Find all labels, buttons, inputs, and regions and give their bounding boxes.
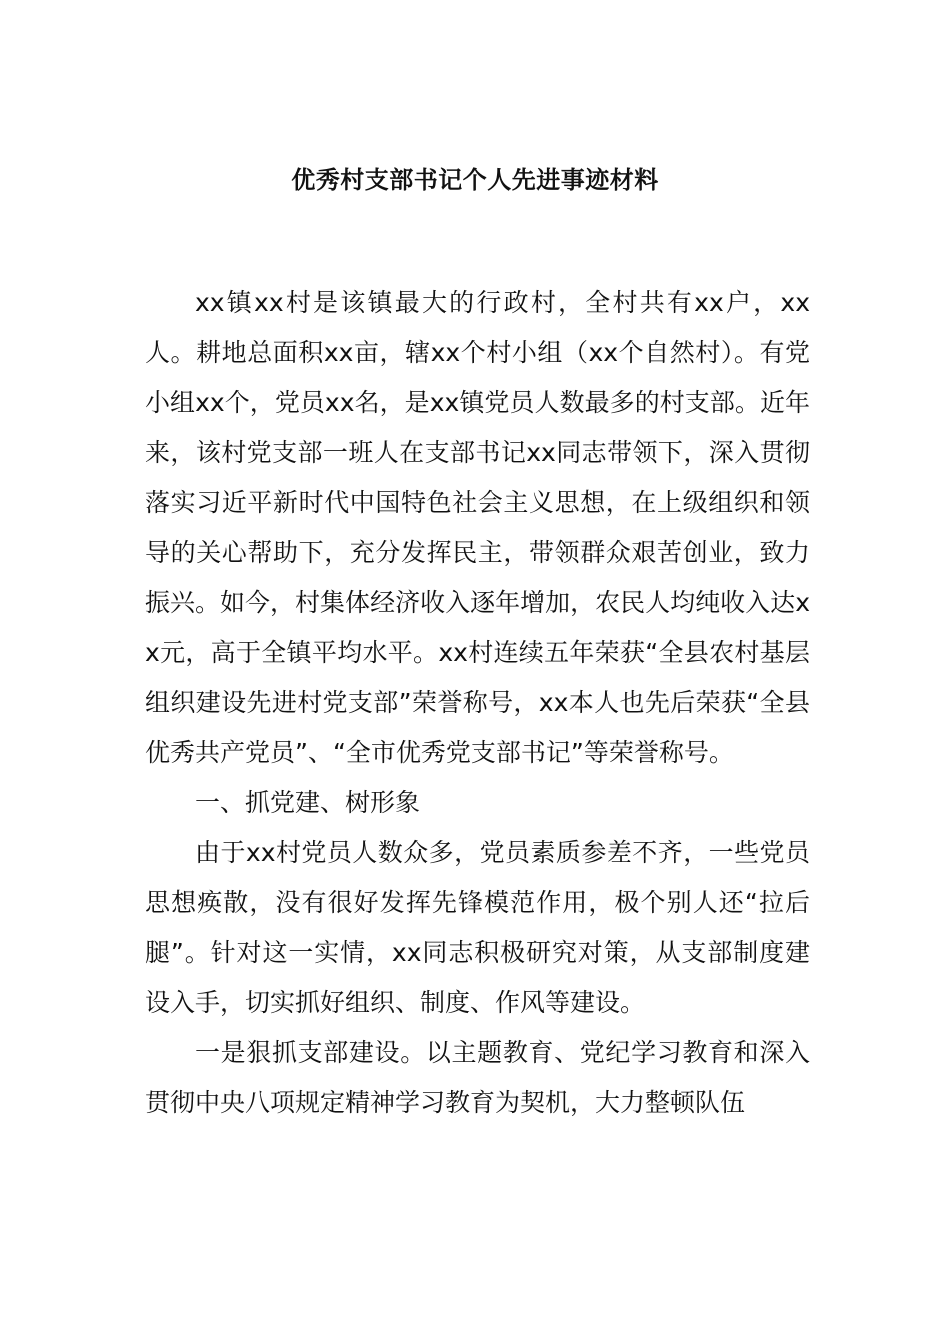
section-heading-1: 一、抓党建、树形象 [195,788,421,817]
document-title: 优秀村支部书记个人先进事迹材料 [291,166,659,194]
document-body [145,278,810,1128]
paragraph-intro: xx镇xx村是该镇最大的行政村，全村共有xx户，xx人。耕地总面积xx亩，辖xx个村小组（xx个自然村）。有党小组xx个，党员xx名，是xx镇党员人数最多的村支部。近年来，该村党支部一班人在支部书记xx同志带领下，深入贯彻落实习近平新时代中国特色社会主义思想，在上级组织和领导的关心帮助下，充分发挥民主，带领群众艰苦创业，致力振兴。如今，村集体经济收入逐年增加，农民人均纯收入达xx元，高于全镇平均水平。xx村连续五年荣获“全县农村基层组织建设先进村党支部”荣誉称号，xx本人也先后荣获“全县优秀共产党员”、“全市优秀党支部书记”等荣誉称号。 [145,288,810,767]
paragraph-section-1: 由于xx村党员人数众多，党员素质参差不齐，一些党员思想痪散，没有很好发挥先锋模范作用，极个别人还“拉后腿”。针对这一实情，xx同志积极研究对策，从支部制度建设入手，切实抓好组织、制度、作风等建设。 [145,838,810,1017]
paragraph-point-1: 一是狠抓支部建设。以主题教育、党纪学习教育和深入贯彻中央八项规定精神学习教育为契机，大力整顿队伍 [145,1038,810,1117]
